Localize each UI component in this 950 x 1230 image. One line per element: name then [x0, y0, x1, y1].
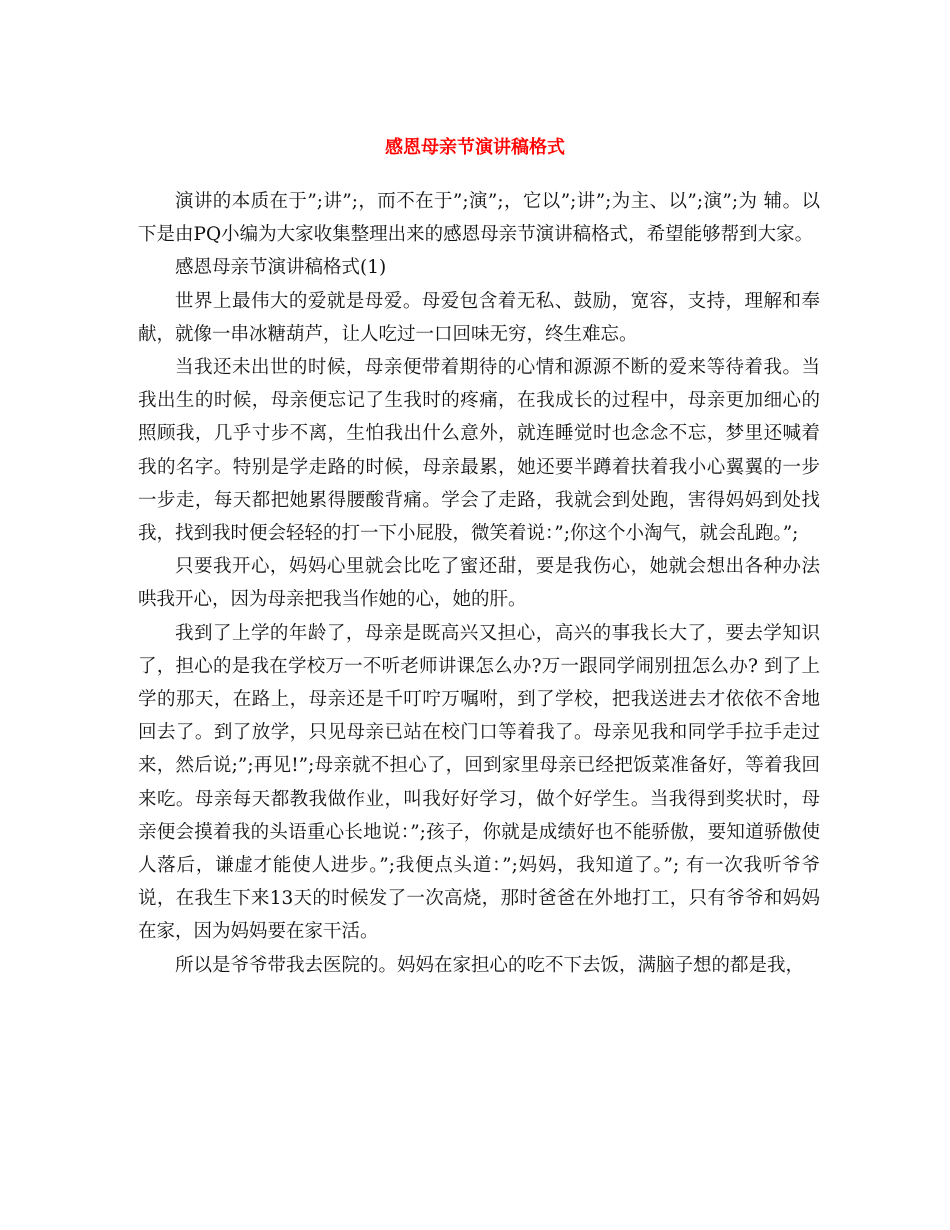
section-heading: 感恩母亲节演讲稿格式(1): [175, 257, 387, 279]
paragraph-2: 当我还未出世的时候，母亲便带着期待的心情和源源不断的爱来等待着我。当我出生的时候，母亲便忘记了生我时的疼痛，在我成长的过程中，母亲更加细心的照顾我，几乎寸步不离，生怕我出什么意外，就连睡觉时也念念不忘，梦里还喊着我的名字。特别是学走路的时候，母亲最累，她还要半蹲着扶着我小心翼翼的一步一步走，每天都把她累得腰酸背痛。学会了走路，我就会到处跑，害得妈妈到处找我，找到我时便会轻轻的打一下小屁股，微笑着说：”;你这个小淘气，就会乱跑。”;: [138, 357, 820, 545]
paragraph-4: 我到了上学的年龄了，母亲是既高兴又担心，高兴的事我长大了，要去学知识了，担心的是我在学校万一不听老师讲课怎么办?万一跟同学闹别扭怎么办? 到了上学的那天，在路上，母亲还是千叮咛万嘱咐，到了学校，把我送进去才依依不舍地回去了。到了放学，只见母亲已站在校门口等着我了。母亲见我和同学手拉手走过来，然后说;”;再见!”;母亲就不担心了，回到家里母亲已经把饭菜准备好，等着我回来吃。母亲每天都教我做作业，叫我好好学习，做个好学生。当我得到奖状时，母亲便会摸着我的头语重心长地说：”;孩子，你就是成绩好也不能骄傲，要知道骄傲使人落后，谦虚才能使人进步。”;我便点头道：”;妈妈，我知道了。”; 有一次我听爷爷说，在我生下来13天的时候发了一次高烧，那时爸爸在外地打工，只有爷爷和妈妈在家，因为妈妈要在家干活。: [138, 622, 820, 943]
paragraph-1: 世界上最伟大的爱就是母爱。母爱包含着无私、鼓励，宽容，支持，理解和奉献，就像一串冰糖葫芦，让人吃过一口回味无穷，终生难忘。: [138, 290, 820, 345]
document-title: 感恩母亲节演讲稿格式: [385, 137, 565, 159]
paragraph-intro: 演讲的本质在于”;讲”;，而不在于”;演”;，它以”;讲”;为主、以”;演”;为 辅。以下是由PQ小编为大家收集整理出来的感恩母亲节演讲稿格式，希望能够帮到大家。: [138, 191, 820, 246]
paragraph-5: 所以是爷爷带我去医院的。妈妈在家担心的吃不下去饭，满脑子想的都是我，: [175, 954, 805, 976]
document-body: [138, 185, 820, 982]
paragraph-3: 只要我开心，妈妈心里就会比吃了蜜还甜，要是我伤心，她就会想出各种办法哄我开心，因为母亲把我当作她的心，她的肝。: [138, 556, 820, 611]
